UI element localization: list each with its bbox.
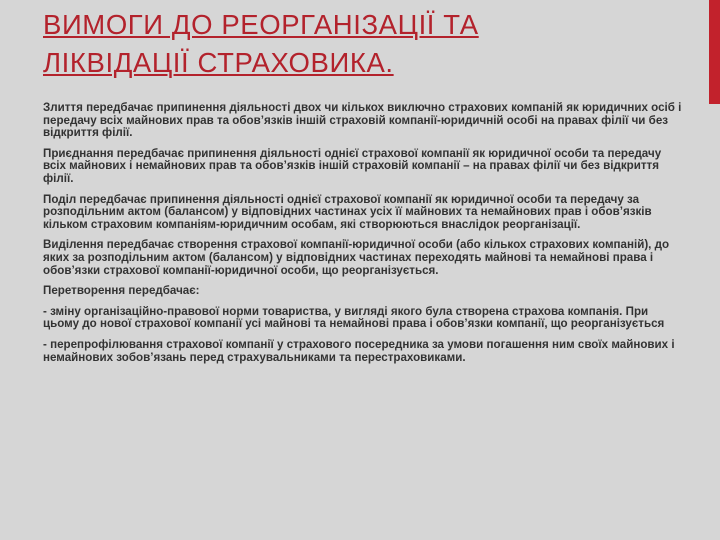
slide-body: [43, 102, 683, 372]
list-item-form-change: - зміну організаційно-правової норми товариства, у вигляді якого була створена страхова компанія. При цьому до нової страхової компанії усі майнові та немайнові права і обов’язки компанії, що реорганізується: [43, 304, 665, 331]
slide-title: [43, 6, 683, 82]
paragraph-separation: Виділення передбачає створення страхової компанії-юридичної особи (або кількох страхових компаній), до яких за розподільним актом (балансом) у відповідних частинах переходять майнові та немайнові права і обов’язки страхової компанії-юридичної особи, що реорганізується.: [43, 238, 670, 277]
accent-bar: [709, 0, 720, 104]
list-item-reprofiling: - перепрофілювання страхової компанії у страхового посередника за умови погашення ним своїх майнових і немайнових зобов’язань перед страхувальниками та перестраховиками.: [43, 337, 675, 364]
paragraph-transformation-heading: Перетворення передбачає:: [43, 284, 200, 298]
slide-title-line-2: ЛІКВІДАЦІЇ СТРАХОВИКА.: [43, 47, 394, 78]
paragraph-accession: Приєднання передбачає припинення діяльності однієї страхової компанії як юридичної особи та передачу всіх майнових і немайнових прав та обов’язків іншій страховій компанії – на правах філії чи без відкриття філії.: [43, 146, 662, 185]
slide-title-line-1: ВИМОГИ ДО РЕОРГАНІЗАЦІЇ ТА: [43, 9, 479, 40]
paragraph-division: Поділ передбачає припинення діяльності однієї страхової компанії як юридичної особи та передачу за розподільним актом (балансом) у відповідних частинах усіх її майнових та немайнових прав і обов’язків кільком страховим компаніям-юридичним особам, які створюються внаслідок реорганізації.: [43, 192, 652, 231]
paragraph-merger: Злиття передбачає припинення діяльності двох чи кількох виключно страхових компаній як юридичних осіб і передачу всіх майнових прав та обов’язків іншій страховій компанії-юридичній особі на правах філії чи без відкриття філії.: [43, 101, 682, 140]
